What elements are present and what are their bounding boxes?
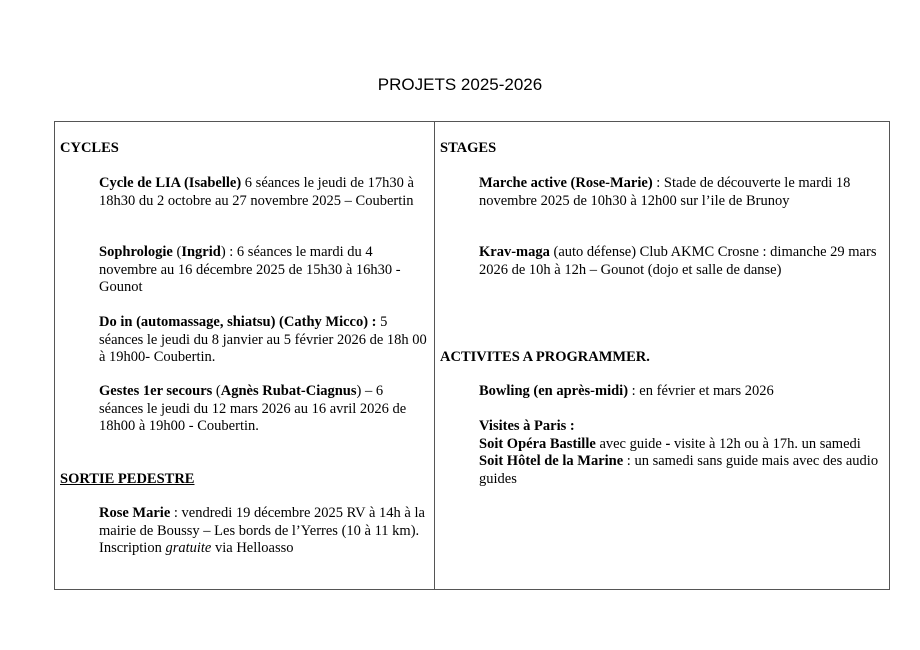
sophrologie-name: Sophrologie	[99, 244, 173, 260]
visites-entry	[479, 418, 884, 488]
cycles-heading: CYCLES	[60, 140, 119, 156]
krav-entry	[479, 244, 884, 279]
left-column	[60, 122, 428, 589]
gestes-sep: (	[212, 383, 221, 399]
hotel-line	[479, 453, 884, 488]
bowling-details: : en février et mars 2026	[628, 383, 774, 399]
cycle-lia-entry	[99, 175, 429, 210]
marche-entry	[479, 175, 884, 210]
krav-details: (auto défense) Club AKMC Crosne : dimanche 29 mars 2026 de 10h à 12h – Gounot (dojo et salle de danse)	[479, 244, 877, 278]
sophrologie-sep: (	[172, 244, 182, 260]
opera-dash: -	[665, 435, 671, 452]
bowling-entry	[479, 383, 884, 401]
column-divider	[434, 122, 435, 589]
marche-details: : Stade de découverte le mardi 18 novembre 2025 de 10h30 à 12h00 sur l’ile de Brunoy	[479, 175, 851, 209]
sophrologie-person: Ingrid	[181, 244, 221, 260]
rose-marie-italic: gratuite	[165, 540, 212, 556]
stages-heading: STAGES	[440, 140, 497, 156]
right-column	[440, 122, 888, 589]
krav-name: Krav-maga	[479, 244, 550, 260]
opera-name: Soit Opéra Bastille	[479, 435, 596, 452]
rose-marie-entry	[99, 505, 429, 558]
sophrologie-details: ) : 6 séances le mardi du 4 novembre au 16 décembre 2025 de 15h30 à 16h30 - Gounot	[99, 244, 401, 295]
opera-mid: avec guide	[595, 435, 666, 452]
do-in-details: 5 séances le jeudi du 8 janvier au 5 février 2026 de 18h 00 à 19h00- Coubertin.	[99, 314, 427, 365]
rose-marie-name: Rose Marie	[99, 505, 171, 521]
activites-heading: ACTIVITES A PROGRAMMER.	[440, 349, 650, 365]
rose-marie-details: : vendredi 19 décembre 2025 RV à 14h à la mairie de Boussy – Les bords de l’Yerres (10 à 11 km). Inscription	[99, 505, 425, 556]
projects-table	[54, 121, 890, 590]
opera-details: visite à 12h ou à 17h. un samedi	[670, 435, 861, 452]
page-title: PROJETS 2025-2026	[377, 75, 543, 94]
visites-heading: Visites à Paris :	[479, 418, 575, 434]
gestes-name: Gestes 1er secours	[99, 383, 213, 399]
do-in-name: Do in (automassage, shiatsu) (Cathy Micco) :	[99, 314, 377, 330]
sortie-pedestre-heading: SORTIE PEDESTRE	[60, 471, 195, 487]
gestes-details: ) – 6 séances le jeudi du 12 mars 2026 au 16 avril 2026 de 18h00 à 19h00 - Coubertin.	[99, 383, 407, 434]
cycle-lia-details: 6 séances le jeudi de 17h30 à 18h30 du 2 octobre au 27 novembre 2025 – Coubertin	[99, 175, 414, 209]
hotel-name: Soit Hôtel de la Marine	[479, 453, 624, 469]
opera-line	[479, 436, 884, 454]
do-in-entry	[99, 314, 429, 367]
gestes-person: Agnès Rubat-Ciagnus	[220, 383, 357, 399]
gestes-entry	[99, 383, 429, 436]
cycle-lia-name: Cycle de LIA (Isabelle)	[99, 175, 242, 191]
hotel-details: : un samedi sans guide mais avec des audio guides	[479, 453, 879, 487]
rose-marie-tail: via Helloasso	[211, 540, 294, 556]
bowling-name: Bowling (en après-midi)	[479, 383, 629, 399]
marche-name: Marche active (Rose-Marie)	[479, 175, 653, 191]
sophrologie-entry	[99, 244, 429, 297]
